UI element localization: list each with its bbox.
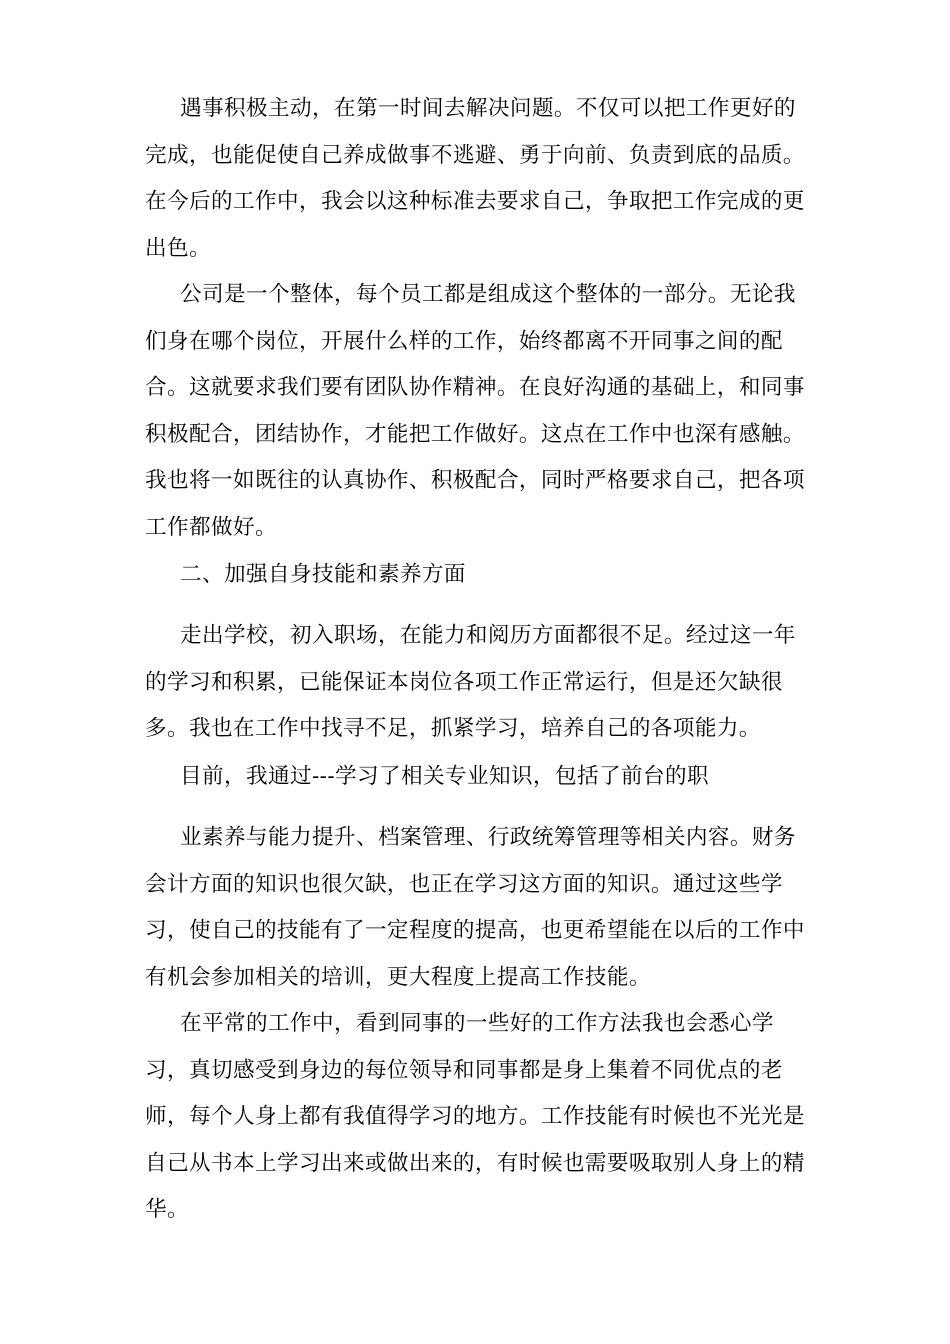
paragraph-learn-from-colleagues: 在平常的工作中，看到同事的一些好的工作方法我也会悉心学习，真切感受到身边的每位领导和同事都是身上集着不同优点的老师，每个人身上都有我值得学习的地方。工作技能有时候也不光光是自己从书本上学习出来或做出来的，有时候也需要吸取别人身上的精华。 [145,1011,805,1222]
section-heading-skills: 二、加强自身技能和素养方面 [180,562,466,587]
paragraph-proactive: 遇事积极主动，在第一时间去解决问题。不仅可以把工作更好的完成，也能促使自己养成做事不逃避、勇于向前、负责到底的品质。在今后的工作中，我会以这种标准去要求自己，争取把工作完成的更出色。 [145,96,805,261]
paragraph-teamwork: 公司是一个整体，每个员工都是组成这个整体的一部分。无论我们身在哪个岗位，开展什么样的工作，始终都离不开同事之间的配合。这就要求我们要有团队协作精神。在良好沟通的基础上，和同事积极配合，团结协作，才能把工作做好。这点在工作中也深有感触。我也将一如既往的认真协作、积极配合，同时严格要求自己，把各项工作都做好。 [145,282,805,540]
paragraph-current-study: 目前，我通过---学习了相关专业知识，包括了前台的职 [180,764,709,789]
paragraph-skills-detail: 业素养与能力提升、档案管理、行政统筹管理等相关内容。财务会计方面的知识也很欠缺，也正在学习这方面的知识。通过这些学习，使自己的技能有了一定程度的提高，也更希望能在以后的工作中有机会参加相关的培训，更大程度上提高工作技能。 [145,825,805,990]
paragraph-career-start: 走出学校，初入职场，在能力和阅历方面都很不足。经过这一年的学习和积累，已能保证本岗位各项工作正常运行，但是还欠缺很多。我也在工作中找寻不足，抓紧学习，培养自己的各项能力。 [145,623,796,741]
